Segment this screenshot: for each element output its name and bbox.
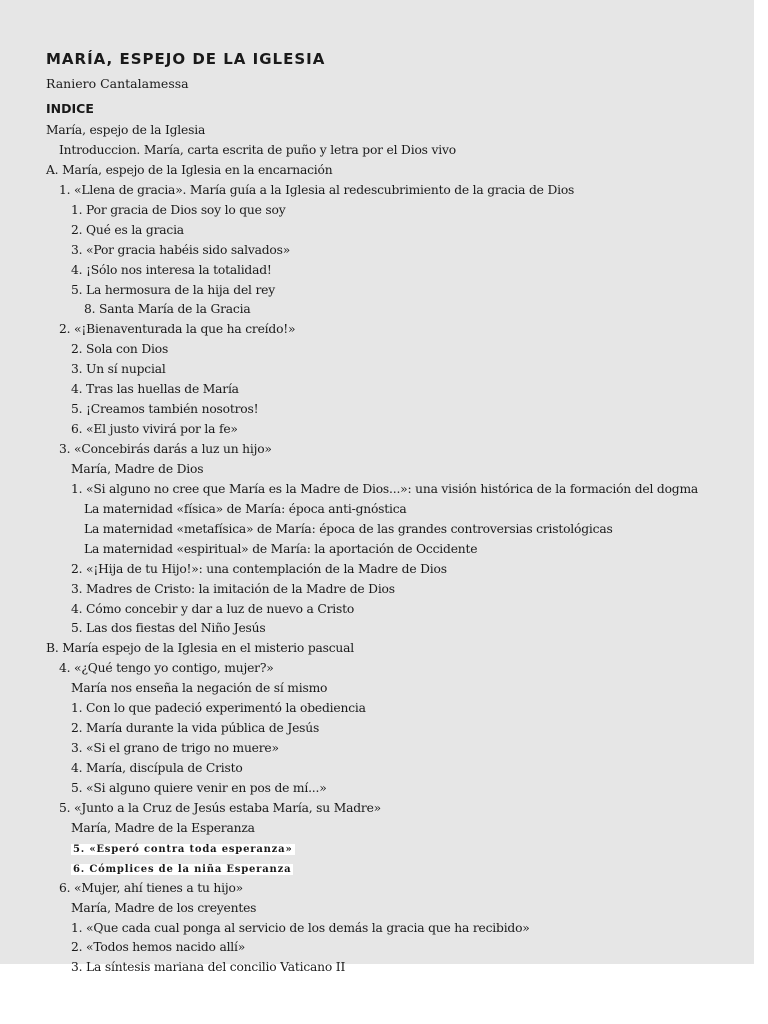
toc-entry-text: 4. ¡Sólo nos interesa la totalidad!: [71, 262, 272, 277]
toc-entry[interactable]: [0, 799, 698, 819]
toc-entry[interactable]: [0, 739, 698, 759]
toc-entry-text: 3. «Concebirás darás a luz un hijo»: [59, 442, 272, 456]
toc-entry-text: 5. «Junto a la Cruz de Jesús estaba María, su Madre»: [59, 800, 381, 815]
toc-entry[interactable]: [0, 221, 698, 241]
index-heading: INDICE: [46, 101, 94, 116]
toc-entry[interactable]: [0, 699, 698, 719]
toc-entry[interactable]: [0, 500, 698, 520]
toc-entry[interactable]: [0, 819, 698, 839]
toc-entry-text: 5. La hermosura de la hija del rey: [71, 282, 275, 297]
toc-entry[interactable]: [0, 520, 698, 540]
toc-entry-text: 8. Santa María de la Gracia: [84, 302, 251, 317]
toc-entry-text: 4. Cómo concebir y dar a luz de nuevo a Cristo: [71, 601, 355, 616]
author-name: Raniero Cantalamessa: [46, 76, 189, 91]
toc-entry-text: 6. «El justo vivirá por la fe»: [71, 422, 238, 437]
toc-entry-text: 2. «Todos hemos nacido allí»: [71, 940, 246, 955]
toc-entry[interactable]: [0, 879, 698, 899]
toc-entry-text: 6. «Mujer, ahí tienes a tu hijo»: [59, 880, 243, 895]
toc-entry-text: 3. La síntesis mariana del concilio Vaticano II: [71, 960, 346, 975]
toc-entry-text: 1. «Si alguno no cree que María es la Madre de Dios...»: una visión histórica de la formación del dogma: [71, 481, 699, 496]
toc-entry[interactable]: [0, 261, 698, 281]
toc-entry-text: B. María espejo de la Iglesia en el misterio pascual: [46, 641, 354, 656]
toc-entry-text: 4. «¿Qué tengo yo contigo, mujer?»: [59, 661, 274, 676]
toc-entry[interactable]: [0, 161, 698, 181]
toc-entry[interactable]: [0, 639, 698, 659]
toc-entry[interactable]: [0, 440, 698, 460]
toc-entry[interactable]: [0, 201, 698, 221]
toc-entry-text: 5. «Si alguno quiere venir en pos de mí...»: [71, 780, 327, 795]
toc-entry[interactable]: [0, 958, 698, 978]
toc-entry-text: María, Madre de Dios: [71, 461, 204, 476]
toc-entry[interactable]: [0, 938, 698, 958]
toc-entry[interactable]: [0, 460, 698, 480]
toc-entry-text: María, espejo de la Iglesia: [46, 123, 206, 137]
toc-entry-text: 2. Sola con Dios: [71, 342, 169, 357]
toc-entry[interactable]: [0, 420, 698, 440]
toc-entry[interactable]: [0, 360, 698, 380]
toc-entry[interactable]: [0, 181, 698, 201]
toc-entry[interactable]: [0, 580, 698, 600]
toc-entry[interactable]: [0, 600, 698, 620]
toc-entry-text: 3. «Por gracia habéis sido salvados»: [71, 242, 291, 257]
toc-entry[interactable]: [0, 400, 698, 420]
toc-entry-text: La maternidad «física» de María: época anti-gnóstica: [84, 501, 407, 516]
toc-entry[interactable]: [0, 899, 698, 919]
toc-entry[interactable]: [0, 340, 698, 360]
toc-entry[interactable]: [0, 659, 698, 679]
toc-entry-text: María, Madre de los creyentes: [71, 900, 257, 915]
toc-entry-text: 3. «Si el grano de trigo no muere»: [71, 741, 279, 756]
toc-entry[interactable]: [0, 619, 698, 639]
toc-entry[interactable]: [0, 300, 698, 320]
toc-entry[interactable]: [0, 281, 698, 301]
toc-entry[interactable]: [0, 679, 698, 699]
toc-entry-text: 1. «Que cada cual ponga al servicio de los demás la gracia que ha recibido»: [71, 920, 530, 935]
toc-entry-text: 4. María, discípula de Cristo: [71, 761, 243, 775]
toc-entry-text: 6. Cómplices de la niña Esperanza: [73, 863, 292, 875]
toc-entry-text: 3. Madres de Cristo: la imitación de la Madre de Dios: [71, 581, 395, 596]
document-title: MARÍA, ESPEJO DE LA IGLESIA: [46, 50, 326, 68]
toc-entry[interactable]: [0, 241, 698, 261]
toc-entry-text: 2. «¡Hija de tu Hijo!»: una contemplación de la Madre de Dios: [71, 561, 447, 576]
toc-entry-text: 4. Tras las huellas de María: [71, 382, 239, 397]
toc-entry-text: Introduccion. María, carta escrita de puño y letra por el Dios vivo: [59, 142, 456, 157]
toc-entry[interactable]: [0, 560, 698, 580]
toc-entry[interactable]: [0, 480, 698, 500]
toc-entry[interactable]: [0, 839, 698, 859]
toc-entry[interactable]: [0, 380, 698, 400]
toc-entry-text: La maternidad «metafísica» de María: época de las grandes controversias cristológicas: [84, 521, 613, 536]
toc-entry[interactable]: [0, 540, 698, 560]
toc-entry[interactable]: [0, 320, 698, 340]
toc-entry-text: A. María, espejo de la Iglesia en la encarnación: [46, 162, 333, 177]
table-of-contents: [0, 121, 698, 978]
toc-entry[interactable]: [0, 141, 698, 161]
toc-entry-text: María nos enseña la negación de sí mismo: [71, 681, 328, 696]
toc-entry[interactable]: [0, 779, 698, 799]
toc-entry-text: 2. María durante la vida pública de Jesús: [71, 721, 320, 736]
toc-entry[interactable]: [0, 719, 698, 739]
toc-entry-text: 5. Las dos fiestas del Niño Jesús: [71, 621, 266, 636]
toc-entry-text: 2. Qué es la gracia: [71, 222, 184, 237]
toc-entry[interactable]: [0, 919, 698, 939]
toc-entry-text: 1. Por gracia de Dios soy lo que soy: [71, 202, 286, 217]
toc-entry-text: 5. «Esperó contra toda esperanza»: [73, 843, 293, 855]
toc-entry-text: María, Madre de la Esperanza: [71, 820, 255, 835]
toc-entry[interactable]: [0, 859, 698, 879]
toc-entry-text: 5. ¡Creamos también nosotros!: [71, 402, 259, 417]
toc-entry-text: 3. Un sí nupcial: [71, 362, 166, 377]
toc-entry[interactable]: [0, 759, 698, 779]
toc-entry-text: 1. Con lo que padeció experimentó la obediencia: [71, 701, 366, 716]
toc-entry-text: 2. «¡Bienaventurada la que ha creído!»: [59, 322, 296, 337]
toc-entry-text: 1. «Llena de gracia». María guía a la Iglesia al redescubrimiento de la gracia de Dios: [59, 182, 575, 197]
toc-entry[interactable]: [0, 121, 698, 141]
toc-entry-text: La maternidad «espiritual» de María: la aportación de Occidente: [84, 541, 478, 556]
